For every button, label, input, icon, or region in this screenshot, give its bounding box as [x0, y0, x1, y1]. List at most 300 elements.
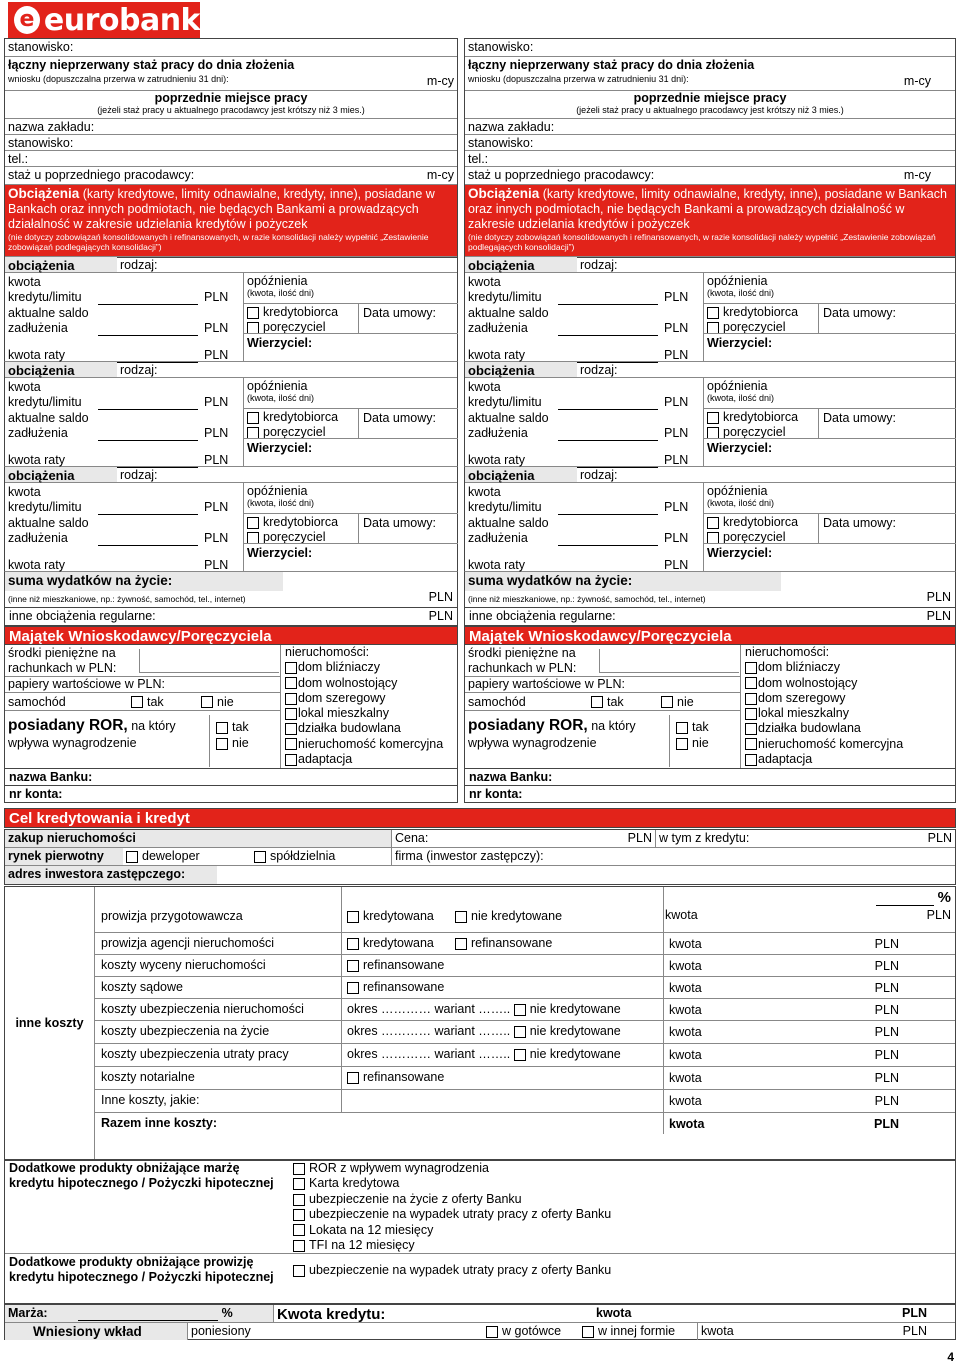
margin-product-checkbox[interactable] [293, 1163, 305, 1175]
property-type-checkbox[interactable] [745, 677, 757, 689]
margin-product-checkbox[interactable] [293, 1240, 305, 1252]
other-liabilities-label: inne obciążenia regularne: [9, 609, 156, 623]
car-yes-checkbox[interactable] [131, 696, 143, 708]
margin-product-label: Karta kredytowa [309, 1176, 400, 1191]
previous-seniority-label: staż u poprzedniego pracodawcy: [8, 168, 195, 182]
borrower-checkbox[interactable] [247, 307, 259, 319]
cost-not-credited-checkbox[interactable] [514, 1026, 526, 1038]
borrower-checkbox[interactable] [247, 412, 259, 424]
property-type-checkbox[interactable] [745, 662, 757, 674]
credit-limit-currency: PLN [204, 290, 229, 304]
delays-sub: (kwota, ilość dni) [707, 498, 775, 508]
credit-limit-label: kredytu/limitu [468, 500, 542, 514]
debt-currency: PLN [664, 426, 689, 440]
assets-block [4, 572, 458, 804]
installment-input[interactable] [526, 348, 658, 363]
debt-currency: PLN [204, 531, 229, 545]
cost-option1-checkbox[interactable] [347, 1072, 359, 1084]
ror-label: posiadany ROR, [8, 717, 128, 734]
borrower-checkbox[interactable] [707, 517, 719, 529]
borrower-checkbox[interactable] [247, 517, 259, 529]
margin-product-checkbox[interactable] [293, 1224, 305, 1236]
cooperative-checkbox[interactable] [254, 851, 266, 863]
cost-name: prowizja przygotowawcza [101, 909, 243, 923]
credit-limit-input[interactable] [98, 395, 198, 410]
living-expenses-currency: PLN [428, 590, 453, 604]
own-contribution-label: Wniesiony wkład [5, 1323, 187, 1340]
ror-no-label: nie [692, 736, 709, 750]
car-no-checkbox[interactable] [661, 696, 673, 708]
debt-input[interactable] [558, 321, 658, 336]
guarantor-checkbox[interactable] [707, 532, 719, 544]
loan-amount-currency: PLN [902, 1306, 927, 1320]
margin-label: Marża: [8, 1306, 48, 1320]
amount-label: kwota [468, 485, 501, 499]
living-expenses-sub: (inne niż mieszkaniowe, np.: żywność, samochód, tel., internet) [468, 594, 706, 604]
liabilities-text: (karty kredytowe, limity odnawialne, kredyty, inne), posiadane w Bankach oraz innych podmiotach, nie będących Bankami a prowadzących działalność w zakresie udzielania kredytów i pożyczek [8, 187, 435, 231]
eurobank-logo-icon: e [14, 6, 40, 34]
debt-input[interactable] [558, 426, 658, 441]
delays-sub: (kwota, ilość dni) [707, 393, 775, 403]
margin-product-checkbox[interactable] [293, 1194, 305, 1206]
ror-label-3: wpływa wynagrodzenie [8, 736, 137, 750]
borrower-label: kredytobiorca [263, 410, 339, 424]
liability-label: obciążenia [5, 257, 117, 272]
cost-amount-label: kwota [669, 1025, 702, 1039]
ror-label-2: na który [131, 719, 176, 733]
property-type-label: nieruchomość komercyjna [298, 736, 444, 751]
debt-label: zadłużenia [468, 426, 528, 440]
additional-products-section [4, 1160, 956, 1304]
cost-amount-label: kwota [669, 1048, 702, 1062]
property-type-label: nieruchomość komercyjna [758, 736, 904, 751]
property-type-checkbox[interactable] [745, 738, 757, 750]
property-purchase-label: zakup nieruchomości [5, 830, 391, 847]
months-unit: m-cy [426, 168, 454, 182]
delays-label: opóźnienia [707, 274, 768, 288]
cost-currency: PLN [874, 1025, 899, 1039]
property-type-label: dom szeregowy [758, 690, 846, 705]
property-type-label: adaptacja [298, 752, 353, 767]
cost-option2-checkbox[interactable] [455, 938, 467, 950]
car-no-checkbox[interactable] [201, 696, 213, 708]
installment-label: kwota raty [8, 453, 65, 467]
guarantor-checkbox[interactable] [247, 322, 259, 334]
position-label-2: stanowisko: [8, 136, 74, 150]
guarantor-label: poręczyciel [723, 530, 786, 544]
account-number-label: nr konta: [464, 786, 956, 803]
cost-option2-checkbox[interactable] [455, 911, 467, 923]
liability-label: obciążenia [5, 362, 117, 377]
credit-limit-input[interactable] [98, 500, 198, 515]
guarantor-checkbox[interactable] [247, 532, 259, 544]
loan-amount-kwota: kwota [596, 1306, 632, 1320]
eurobank-logo [8, 2, 200, 38]
balance-label: aktualne saldo [8, 306, 89, 320]
contract-date-label: Data umowy: [358, 513, 440, 543]
margin-product-checkbox[interactable] [293, 1178, 305, 1190]
debt-currency: PLN [664, 531, 689, 545]
ror-label-2: na który [591, 719, 636, 733]
other-form-checkbox[interactable] [582, 1326, 594, 1338]
property-type-checkbox[interactable] [745, 693, 757, 705]
creditor-label: Wierzyciel: [707, 441, 773, 455]
seniority-subtitle: wniosku (dopuszczalna przerwa w zatrudnieniu 31 dni): [468, 74, 689, 84]
margin-product-label: ubezpieczenie na życie z oferty Banku [309, 1191, 522, 1206]
balance-label: aktualne saldo [468, 411, 549, 425]
position-label-2: stanowisko: [468, 136, 534, 150]
cost-row [95, 999, 955, 1021]
guarantor-checkbox[interactable] [707, 427, 719, 439]
cost-name: prowizja agencji nieruchomości [101, 936, 274, 950]
liabilities-note: (nie dotyczy zobowiązań konsolidowanych i refinansowanych, w razie konsolidacji należy wypełnić „Zestawienie zobowiązań podlegających konsolidacji”) [468, 232, 936, 252]
cost-name: Razem inne koszty: [101, 1116, 218, 1130]
cost-period-label: okres ………… wariant …….. [347, 1002, 511, 1016]
developer-label: deweloper [142, 849, 200, 863]
liability-block [4, 257, 458, 362]
account-number-label: nr konta: [4, 786, 458, 803]
property-type-label: działka budowlana [758, 721, 861, 736]
cost-row [95, 1044, 955, 1067]
guarantor-checkbox[interactable] [707, 322, 719, 334]
credit-limit-input[interactable] [98, 290, 198, 305]
liability-block [464, 467, 956, 572]
cost-currency: PLN [874, 1003, 899, 1017]
previous-job-subtitle: (jeżeli staż pracy u aktualnego pracodawcy jest krótszy niż 3 mies.) [576, 105, 844, 115]
debt-currency: PLN [664, 321, 689, 335]
creditor-label: Wierzyciel: [707, 336, 773, 350]
price-currency: PLN [627, 831, 652, 845]
creditor-label: Wierzyciel: [707, 546, 773, 560]
seniority-title: łączny nieprzerwany staż pracy do dnia złożenia [468, 58, 755, 72]
job-loss-insurance-checkbox[interactable] [293, 1265, 305, 1277]
cost-amount-label: kwota [669, 1094, 702, 1108]
liability-type-label: rodzaj: [120, 468, 158, 482]
installment-currency: PLN [664, 348, 689, 362]
installment-currency: PLN [204, 453, 229, 467]
cost-currency: PLN [874, 1048, 899, 1062]
cost-not-credited-checkbox[interactable] [514, 1049, 526, 1061]
property-type-label: dom szeregowy [298, 690, 386, 705]
credit-limit-input[interactable] [558, 500, 658, 515]
creditor-label: Wierzyciel: [247, 546, 313, 560]
commission-product-label: ubezpieczenie na wypadek utraty pracy z oferty Banku [309, 1263, 612, 1277]
installment-label: kwota raty [8, 348, 65, 362]
car-yes-label: tak [607, 694, 624, 709]
liability-block [4, 467, 458, 572]
margin-product-label: Lokata na 12 miesięcy [309, 1222, 434, 1237]
property-type-checkbox[interactable] [285, 693, 297, 705]
borrower-label: kredytobiorca [723, 410, 799, 424]
credit-limit-currency: PLN [664, 500, 689, 514]
cost-currency: PLN [874, 1094, 899, 1108]
property-type-checkbox[interactable] [285, 723, 297, 735]
cost-amount-label: kwota [665, 908, 698, 922]
cost-name: koszty ubezpieczenia utraty pracy [101, 1047, 289, 1061]
incurred-label: poniesiony [187, 1323, 483, 1340]
cost-option1-checkbox[interactable] [347, 911, 359, 923]
months-unit: m-cy [903, 74, 931, 88]
amount-label: kwota [468, 380, 501, 394]
cash-funds-input[interactable] [139, 649, 279, 673]
debt-label: zadłużenia [8, 531, 68, 545]
loan-amount-label: Kwota kredytu: [273, 1305, 593, 1322]
seniority-subtitle: wniosku (dopuszczalna przerwa w zatrudnieniu 31 dni): [8, 74, 229, 84]
debt-input[interactable] [558, 531, 658, 546]
loan-purpose-section [4, 829, 956, 885]
primary-market-label: rynek pierwotny [5, 848, 123, 865]
amount-label: kwota [8, 275, 41, 289]
assets-header: Majątek Wnioskodawcy/Poręczyciela [4, 626, 458, 645]
liability-type-label: rodzaj: [580, 468, 618, 482]
phone-label: tel.: [8, 152, 29, 166]
creditor-label: Wierzyciel: [247, 336, 313, 350]
borrower-checkbox[interactable] [707, 412, 719, 424]
previous-seniority-label: staż u poprzedniego pracodawcy: [468, 168, 655, 182]
ror-no-checkbox[interactable] [216, 738, 228, 750]
margin-input[interactable] [78, 1306, 218, 1321]
cost-currency: PLN [874, 981, 899, 995]
months-unit: m-cy [903, 168, 931, 182]
car-no-label: nie [677, 694, 694, 709]
car-label: samochód [8, 694, 66, 709]
guarantor-label: poręczyciel [723, 425, 786, 439]
cost-amount-label: kwota [669, 1071, 702, 1085]
credit-limit-currency: PLN [664, 395, 689, 409]
property-type-checkbox[interactable] [285, 662, 297, 674]
liabilities-title: Obciążenia [468, 186, 540, 201]
debt-label: zadłużenia [468, 321, 528, 335]
cost-option-label: nie kredytowane [529, 1002, 621, 1016]
installment-currency: PLN [204, 558, 229, 572]
debt-label: zadłużenia [468, 531, 528, 545]
guarantor-label: poręczyciel [723, 320, 786, 334]
cooperative-label: spółdzielnia [270, 849, 336, 863]
installment-label: kwota raty [8, 558, 65, 572]
debt-input[interactable] [98, 531, 198, 546]
margin-products-list [293, 1161, 693, 1253]
borrower-label: kredytobiorca [263, 305, 339, 319]
car-no-label: nie [217, 694, 234, 709]
cost-amount-label: kwota [669, 1003, 702, 1017]
delays-label: opóźnienia [707, 484, 768, 498]
commission-products-title: Dodatkowe produkty obniżające prowizję kredytu hipotecznego / Pożyczki hipotecznej [9, 1255, 274, 1284]
margin-products-title: Dodatkowe produkty obniżające marżę kredytu hipotecznego / Pożyczki hipotecznej [9, 1161, 274, 1190]
cost-option1-label: refinansowane [363, 1070, 445, 1084]
ror-no-label: nie [232, 736, 249, 750]
property-type-label: dom bliźniaczy [758, 660, 840, 675]
cost-option1-checkbox[interactable] [347, 982, 359, 994]
amount-label: kwota [8, 485, 41, 499]
margin-product-label: ubezpieczenie na wypadek utraty pracy z oferty Banku [309, 1207, 612, 1222]
liability-type-label: rodzaj: [580, 258, 618, 272]
debt-label: zadłużenia [8, 321, 68, 335]
credit-limit-currency: PLN [664, 290, 689, 304]
balance-label: aktualne saldo [8, 411, 89, 425]
credit-limit-input[interactable] [558, 395, 658, 410]
ror-yes-label: tak [692, 720, 709, 734]
car-yes-checkbox[interactable] [591, 696, 603, 708]
guarantor-checkbox[interactable] [247, 427, 259, 439]
living-expenses-label: suma wydatków na życie: [5, 572, 283, 591]
liability-type-label: rodzaj: [120, 363, 158, 377]
property-type-checkbox[interactable] [285, 708, 297, 720]
liability-label: obciążenia [5, 467, 117, 482]
property-type-checkbox[interactable] [285, 738, 297, 750]
debt-input[interactable] [98, 426, 198, 441]
property-type-checkbox[interactable] [745, 708, 757, 720]
delays-sub: (kwota, ilość dni) [247, 288, 315, 298]
credit-limit-label: kredytu/limitu [468, 395, 542, 409]
cost-row [95, 933, 955, 955]
debt-input[interactable] [98, 321, 198, 336]
cost-option1-label: refinansowane [363, 980, 445, 994]
delays-sub: (kwota, ilość dni) [707, 288, 775, 298]
cost-name: koszty sądowe [101, 980, 183, 994]
guarantor-label: poręczyciel [263, 320, 326, 334]
previous-job-title: poprzednie miejsce pracy [633, 91, 787, 105]
borrower-label: kredytobiorca [263, 515, 339, 529]
liability-block [464, 362, 956, 467]
credit-limit-input[interactable] [558, 290, 658, 305]
margin-percent: % [221, 1306, 233, 1320]
ror-yes-checkbox[interactable] [676, 722, 688, 734]
other-costs-label: inne koszty [15, 1016, 84, 1030]
property-type-checkbox[interactable] [745, 754, 757, 766]
installment-label: kwota raty [468, 348, 525, 362]
company-name-label: nazwa zakładu: [8, 120, 95, 134]
contract-date-label: Data umowy: [818, 408, 900, 438]
phone-label: tel.: [468, 152, 489, 166]
cost-name: koszty wyceny nieruchomości [101, 958, 266, 972]
investor-address-label: adres inwestora zastępczego: [5, 866, 217, 884]
contract-date-label: Data umowy: [358, 303, 440, 333]
delays-label: opóźnienia [247, 274, 308, 288]
footer-section [4, 1304, 956, 1340]
contract-date-label: Data umowy: [818, 513, 900, 543]
liabilities-text: (karty kredytowe, limity odnawialne, kredyty, inne), posiadane w Bankach oraz innych podmiotach, nie będących Bankami a prowadzących działalność w zakresie udzielania kredytów i pożyczek [468, 187, 947, 231]
loan-purpose-header: Cel kredytowania i kredyt [4, 808, 956, 828]
cost-name: Inne koszty, jakie: [101, 1093, 200, 1107]
ror-no-checkbox[interactable] [676, 738, 688, 750]
cost-option2-label: refinansowane [471, 936, 553, 950]
cost-option-label: nie kredytowane [529, 1024, 621, 1038]
cost-period-label: okres ………… wariant …….. [347, 1024, 511, 1038]
cost-option1-checkbox[interactable] [347, 960, 359, 972]
cost-currency: PLN [874, 1071, 899, 1085]
cost-rows [95, 887, 955, 1159]
cash-funds-label: środki pieniężne na rachunkach w PLN: [8, 646, 117, 675]
property-type-label: lokal mieszkalny [758, 706, 850, 721]
installment-input[interactable] [66, 558, 198, 573]
installment-input[interactable] [526, 453, 658, 468]
car-yes-label: tak [147, 694, 164, 709]
property-type-checkbox[interactable] [285, 754, 297, 766]
property-type-checkbox[interactable] [745, 723, 757, 735]
developer-checkbox[interactable] [126, 851, 138, 863]
delays-label: opóźnienia [707, 379, 768, 393]
other-liabilities-currency: PLN [428, 609, 453, 623]
cost-name: koszty ubezpieczenia nieruchomości [101, 1002, 304, 1016]
ror-yes-checkbox[interactable] [216, 722, 228, 734]
liabilities-note: (nie dotyczy zobowiązań konsolidowanych i refinansowanych, w razie konsolidacji należy wypełnić „Zestawienie zobowiązań podlegających konsolidacji”) [8, 232, 429, 252]
ror-yes-label: tak [232, 720, 249, 734]
contribution-kwota: kwota [701, 1324, 734, 1338]
assets-header: Majątek Wnioskodawcy/Poręczyciela [464, 626, 956, 645]
cost-amount-label: kwota [669, 937, 702, 951]
company-name-label: nazwa zakładu: [468, 120, 555, 134]
bank-name-label: nazwa Banku: [464, 769, 956, 786]
liability-block [464, 257, 956, 362]
margin-product-label: TFI na 12 miesięcy [309, 1238, 415, 1253]
cash-funds-input[interactable] [599, 649, 739, 673]
cash-checkbox[interactable] [486, 1326, 498, 1338]
bank-name-label: nazwa Banku: [4, 769, 458, 786]
cost-row [95, 1113, 955, 1135]
property-type-label: adaptacja [758, 752, 813, 767]
liability-block [4, 362, 458, 467]
contribution-currency: PLN [902, 1324, 927, 1338]
delays-sub: (kwota, ilość dni) [247, 393, 315, 403]
living-expenses-sub: (inne niż mieszkaniowe, np.: żywność, samochód, tel., internet) [8, 594, 246, 604]
position-label: stanowisko: [468, 40, 534, 54]
installment-input[interactable] [66, 453, 198, 468]
guarantor-label: poręczyciel [263, 425, 326, 439]
debt-currency: PLN [204, 426, 229, 440]
property-type-checkbox[interactable] [285, 677, 297, 689]
cost-currency: PLN [874, 959, 899, 973]
car-label: samochód [468, 694, 526, 709]
cost-option1-checkbox[interactable] [347, 938, 359, 950]
cost-period-label: okres ………… wariant …….. [347, 1047, 511, 1061]
property-type-label: działka budowlana [298, 721, 401, 736]
liability-label: obciążenia [465, 467, 577, 482]
assets-block [464, 572, 956, 804]
contract-date-label: Data umowy: [358, 408, 440, 438]
position-label: stanowisko: [8, 40, 74, 54]
investor-company-label: firma (inwestor zastępczy): [391, 848, 567, 865]
installment-currency: PLN [664, 558, 689, 572]
ror-label: posiadany ROR, [468, 717, 588, 734]
credit-limit-label: kredytu/limitu [8, 290, 82, 304]
securities-label: papiery wartościowe w PLN: [465, 677, 741, 693]
cost-option1-label: refinansowane [363, 958, 445, 972]
cost-option1-label: kredytowana [363, 909, 434, 923]
amount-label: kwota [8, 380, 41, 394]
page-number: 4 [947, 1350, 954, 1364]
balance-label: aktualne saldo [468, 306, 549, 320]
other-liabilities-currency: PLN [926, 609, 951, 623]
margin-product-checkbox[interactable] [293, 1209, 305, 1221]
liability-type-label: rodzaj: [120, 258, 158, 272]
real-estate-label: nieruchomości: [285, 645, 370, 659]
credit-limit-label: kredytu/limitu [8, 395, 82, 409]
liabilities-title: Obciążenia [8, 186, 80, 201]
cost-amount-label: kwota [669, 959, 702, 973]
property-type-label: dom bliźniaczy [298, 660, 380, 675]
cost-row [95, 977, 955, 999]
liability-label: obciążenia [465, 257, 577, 272]
borrower-checkbox[interactable] [707, 307, 719, 319]
cost-currency: PLN [874, 1117, 899, 1131]
borrower-label: kredytobiorca [723, 515, 799, 529]
cost-not-credited-checkbox[interactable] [514, 1004, 526, 1016]
installment-input[interactable] [66, 348, 198, 363]
contract-date-label: Data umowy: [818, 303, 900, 333]
installment-label: kwota raty [468, 558, 525, 572]
installment-input[interactable] [526, 558, 658, 573]
other-liabilities-label: inne obciążenia regularne: [469, 609, 616, 623]
